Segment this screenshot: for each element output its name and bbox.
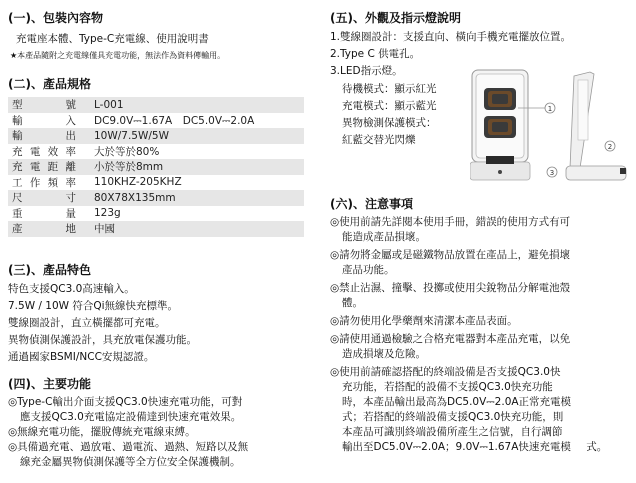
usb-port-icon bbox=[620, 168, 626, 174]
precaution-item: ◎使用前請先詳閱本使用手冊，錯誤的使用方式有可 能造成產品損壞。 bbox=[330, 216, 571, 243]
cable-note: ★本產品隨附之充電線僅具充電功能，無法作為資料傳輸用。 bbox=[10, 51, 226, 60]
spec-row bbox=[8, 206, 304, 222]
spec-key: 產 地 bbox=[12, 223, 76, 236]
precaution-item: ◎使用前請確認搭配的終端設備是否支援QC3.0快 充功能，若搭配的設備不支援QC3.0快充功能 時，本產品輸出最高為DC5.0V⎓2.0A正常充電模 式；若搭配的終端設備支援QC3.0快充功能，則 本產品可識別終端設備所產生之信號，自行調節 輸出至DC5.0V⎓2.0A；9.0V⎓1.67A快速充電模 式。 bbox=[330, 366, 608, 453]
spec-key: 型 號 bbox=[12, 99, 76, 112]
spec-value: 10W/7.5W/5W bbox=[94, 129, 169, 142]
spec-value: 中國 bbox=[94, 223, 115, 236]
precaution-item: ◎禁止沾濕、撞擊、投擲或使用尖銳物品分解電池殼 體。 bbox=[330, 282, 571, 309]
spec-key: 輸 出 bbox=[12, 130, 76, 143]
precaution-item: ◎請使用通過檢驗之合格充電器對本產品充電，以免 造成損壞及危險。 bbox=[330, 333, 571, 360]
callout-2: 2 bbox=[607, 143, 613, 151]
section-specifications bbox=[8, 76, 304, 237]
section-title: (六)、注意事項 bbox=[330, 197, 413, 211]
feature-line: 7.5W / 10W 符合Qi無線快充標準。 bbox=[8, 300, 179, 312]
spec-row bbox=[8, 159, 304, 175]
spec-row bbox=[8, 221, 304, 237]
spec-table bbox=[8, 97, 304, 237]
section-title: (三)、產品特色 bbox=[8, 263, 91, 277]
appearance-line: 1.雙線圈設計：支援直向、橫向手機充電擺放位置。 bbox=[330, 31, 572, 43]
section-title: (一)、包裝內容物 bbox=[8, 11, 103, 25]
led-foreign-object: 異物檢測保護模式： bbox=[342, 117, 437, 129]
spec-value: L-001 bbox=[94, 98, 124, 111]
section-title: (二)、產品規格 bbox=[8, 77, 91, 91]
spec-row bbox=[8, 113, 304, 129]
appearance-line: 2.Type C 供電孔。 bbox=[330, 48, 421, 60]
led-standby: 待機模式：顯示紅光 bbox=[342, 83, 437, 95]
feature-line: 特色支援QC3.0高速輸入。 bbox=[8, 283, 135, 295]
led-foreign-object-detail: 紅藍交替光閃爍 bbox=[342, 134, 416, 146]
charger-illustration bbox=[470, 68, 630, 186]
spec-row bbox=[8, 97, 304, 113]
spec-value: 80X78X135mm bbox=[94, 191, 176, 204]
spec-key: 重 量 bbox=[12, 207, 76, 220]
led-charging: 充電模式：顯示藍光 bbox=[342, 100, 437, 112]
spec-key: 工作頻率 bbox=[12, 176, 76, 189]
function-item: ◎具備過充電、過放電、過電流、過熱、短路以及無 線充金屬異物偵測保護等全方位安全保護機制。 bbox=[8, 441, 249, 468]
package-items: 充電座本體、Type-C充電線、使用說明書 bbox=[16, 33, 209, 45]
spec-value: 123g bbox=[94, 207, 121, 220]
feature-line: 雙線圈設計，直立橫擺都可充電。 bbox=[8, 317, 166, 329]
appearance-line: 3.LED指示燈。 bbox=[330, 65, 403, 77]
spec-key: 充電效率 bbox=[12, 145, 76, 158]
section-package-contents bbox=[8, 10, 225, 62]
spec-row bbox=[8, 144, 304, 160]
function-item: ◎無線充電功能，擺脫傳統充電線束縛。 bbox=[8, 426, 196, 438]
feature-line: 通過國家BSMI/NCC安規認證。 bbox=[8, 351, 155, 363]
precaution-item: ◎請勿使用化學藥劑來清潔本產品表面。 bbox=[330, 315, 518, 327]
spec-key: 輸 入 bbox=[12, 114, 76, 127]
function-item: ◎Type-C輸出介面支援QC3.0快速充電功能，可對 應支援QC3.0充電協定設備達到快速充電效果。 bbox=[8, 396, 243, 423]
led-indicator-icon bbox=[498, 170, 502, 174]
spec-row bbox=[8, 190, 304, 206]
feature-line: 異物偵測保護設計，具充放電保護功能。 bbox=[8, 334, 197, 346]
spec-value: 大於等於80% bbox=[94, 145, 160, 158]
spec-row bbox=[8, 128, 304, 144]
spec-value: DC9.0V⎓1.67A DC5.0V⎓2.0A bbox=[94, 114, 255, 127]
spec-value: 110KHZ-205KHZ bbox=[94, 176, 182, 189]
spec-row bbox=[8, 175, 304, 191]
section-features bbox=[8, 262, 197, 366]
section-title: (五)、外觀及指示燈說明 bbox=[330, 11, 461, 25]
spec-value: 小於等於8mm bbox=[94, 161, 164, 174]
callout-1: 1 bbox=[547, 105, 553, 113]
precaution-item: ◎請勿將金屬或是磁鐵物品放置在產品上，避免損壞 產品功能。 bbox=[330, 249, 571, 276]
section-title: (四)、主要功能 bbox=[8, 377, 91, 391]
section-main-functions bbox=[8, 376, 248, 470]
spec-key: 充電距離 bbox=[12, 161, 76, 174]
section-precautions bbox=[330, 196, 630, 455]
callout-3: 3 bbox=[549, 169, 555, 177]
spec-key: 尺 寸 bbox=[12, 192, 76, 205]
